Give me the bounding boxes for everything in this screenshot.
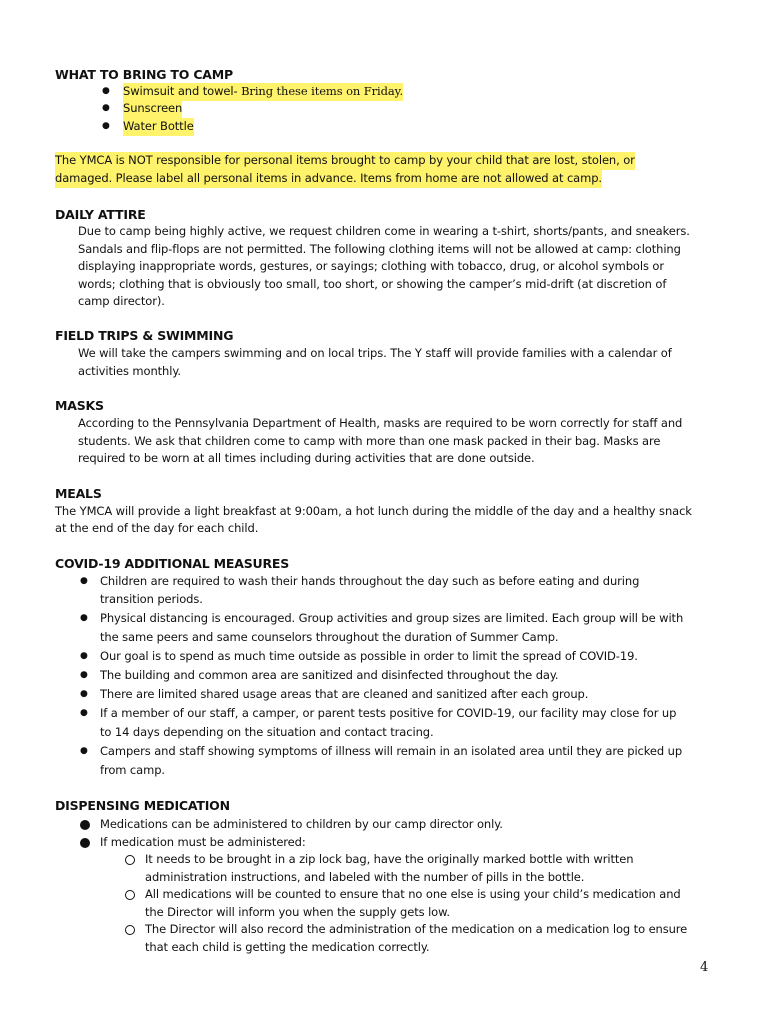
attire-heading: DAILY ATTIRE <box>55 207 146 222</box>
attire-line: camp director). <box>78 294 165 308</box>
meals-line: The YMCA will provide a light breakfast at 9:00am, a hot lunch during the middle of the day and a healthy snack <box>55 504 692 518</box>
meds-subitem: It needs to be brought in a zip lock bag, have the originally marked bottle with written <box>145 852 634 866</box>
bullet-icon: ● <box>80 708 88 718</box>
circle-bullet-icon <box>125 855 135 865</box>
bullet-icon: ● <box>80 689 88 699</box>
bullet-icon: ● <box>80 613 88 623</box>
meds-subitem: All medications will be counted to ensure that no one else is using your child’s medication and <box>145 887 681 901</box>
meds-item: If medication must be administered: <box>100 835 306 849</box>
bring-item-swimsuit-text: Swimsuit and towel- <box>123 84 238 98</box>
bring-item-swimsuit-note: Bring these items on Friday. <box>237 84 404 98</box>
trips-heading: FIELD TRIPS & SWIMMING <box>55 328 234 343</box>
bullet-icon: ● <box>80 576 88 586</box>
circle-bullet-icon <box>125 890 135 900</box>
meds-subitem-cont: the Director will inform you when the supply gets low. <box>145 905 450 919</box>
bullet-icon: ● <box>80 746 88 756</box>
covid-item-cont: transition periods. <box>100 592 203 606</box>
covid-item-cont: to 14 days depending on the situation and contact tracing. <box>100 725 434 739</box>
covid-heading: COVID-19 ADDITIONAL MEASURES <box>55 556 290 571</box>
masks-line: According to the Pennsylvania Department of Health, masks are required to be worn correctly for staff and <box>78 416 683 430</box>
bullet-icon: ● <box>80 670 88 680</box>
circle-bullet-icon <box>125 925 135 935</box>
attire-line: displaying inappropriate words, gestures, or sayings; clothing with tobacco, drug, or alcohol symbols or <box>78 259 664 273</box>
trips-line: We will take the campers swimming and on local trips. The Y staff will provide families with a calendar of <box>78 346 672 360</box>
covid-item: Physical distancing is encouraged. Group activities and group sizes are limited. Each group will be with <box>100 611 684 625</box>
bring-item-swimsuit <box>123 83 403 101</box>
covid-item: Our goal is to spend as much time outside as possible in order to limit the spread of COVID-19. <box>100 649 638 663</box>
masks-heading: MASKS <box>55 398 104 413</box>
meds-heading: DISPENSING MEDICATION <box>55 798 230 813</box>
trips-line: activities monthly. <box>78 364 181 378</box>
bring-item-sunscreen: Sunscreen <box>123 100 182 118</box>
attire-line: Due to camp being highly active, we request children come in wearing a t-shirt, shorts/pants, and sneakers. <box>78 224 690 238</box>
covid-item: The building and common area are sanitized and disinfected throughout the day. <box>100 668 559 682</box>
meds-subitem-cont: that each child is getting the medication correctly. <box>145 940 430 954</box>
meds-subitem: The Director will also record the administration of the medication on a medication log to ensure <box>145 922 688 936</box>
covid-item: If a member of our staff, a camper, or parent tests positive for COVID-19, our facility may close for up <box>100 706 677 720</box>
disclaimer-line: damaged. Please label all personal items in advance. Items from home are not allowed at camp. <box>55 170 602 188</box>
masks-line: required to be worn at all times including during activities that are done outside. <box>78 451 535 465</box>
page-number: 4 <box>700 960 709 975</box>
attire-line: words; clothing that is obviously too small, too short, or showing the camper’s mid-drift (at discretion of <box>78 277 667 291</box>
meds-item: Medications can be administered to children by our camp director only. <box>100 817 503 831</box>
attire-line: Sandals and flip-flops are not permitted. The following clothing items will not be allowed at camp: clothing <box>78 242 681 256</box>
bring-heading: WHAT TO BRING TO CAMP <box>55 67 233 82</box>
meals-line: at the end of the day for each child. <box>55 521 259 535</box>
covid-item-cont: the same peers and same counselors throughout the duration of Summer Camp. <box>100 630 559 644</box>
masks-line: students. We ask that children come to camp with more than one mask packed in their bag. Masks are <box>78 434 661 448</box>
bullet-icon: ● <box>80 651 88 661</box>
covid-item: Campers and staff showing symptoms of illness will remain in an isolated area until they are picked up <box>100 744 683 758</box>
bullet-icon <box>80 820 90 830</box>
bullet-icon: ● <box>102 103 110 113</box>
bring-item-water-bottle: Water Bottle <box>123 118 194 136</box>
disclaimer-line: The YMCA is NOT responsible for personal items brought to camp by your child that are lost, stolen, or <box>55 152 635 170</box>
covid-item-cont: from camp. <box>100 763 165 777</box>
bullet-icon: ● <box>102 86 110 96</box>
bullet-icon <box>80 838 90 848</box>
bullet-icon: ● <box>102 121 110 131</box>
meals-heading: MEALS <box>55 486 102 501</box>
covid-item: There are limited shared usage areas that are cleaned and sanitized after each group. <box>100 687 589 701</box>
meds-subitem-cont: administration instructions, and labeled with the number of pills in the bottle. <box>145 870 585 884</box>
covid-item: Children are required to wash their hands throughout the day such as before eating and during <box>100 574 640 588</box>
